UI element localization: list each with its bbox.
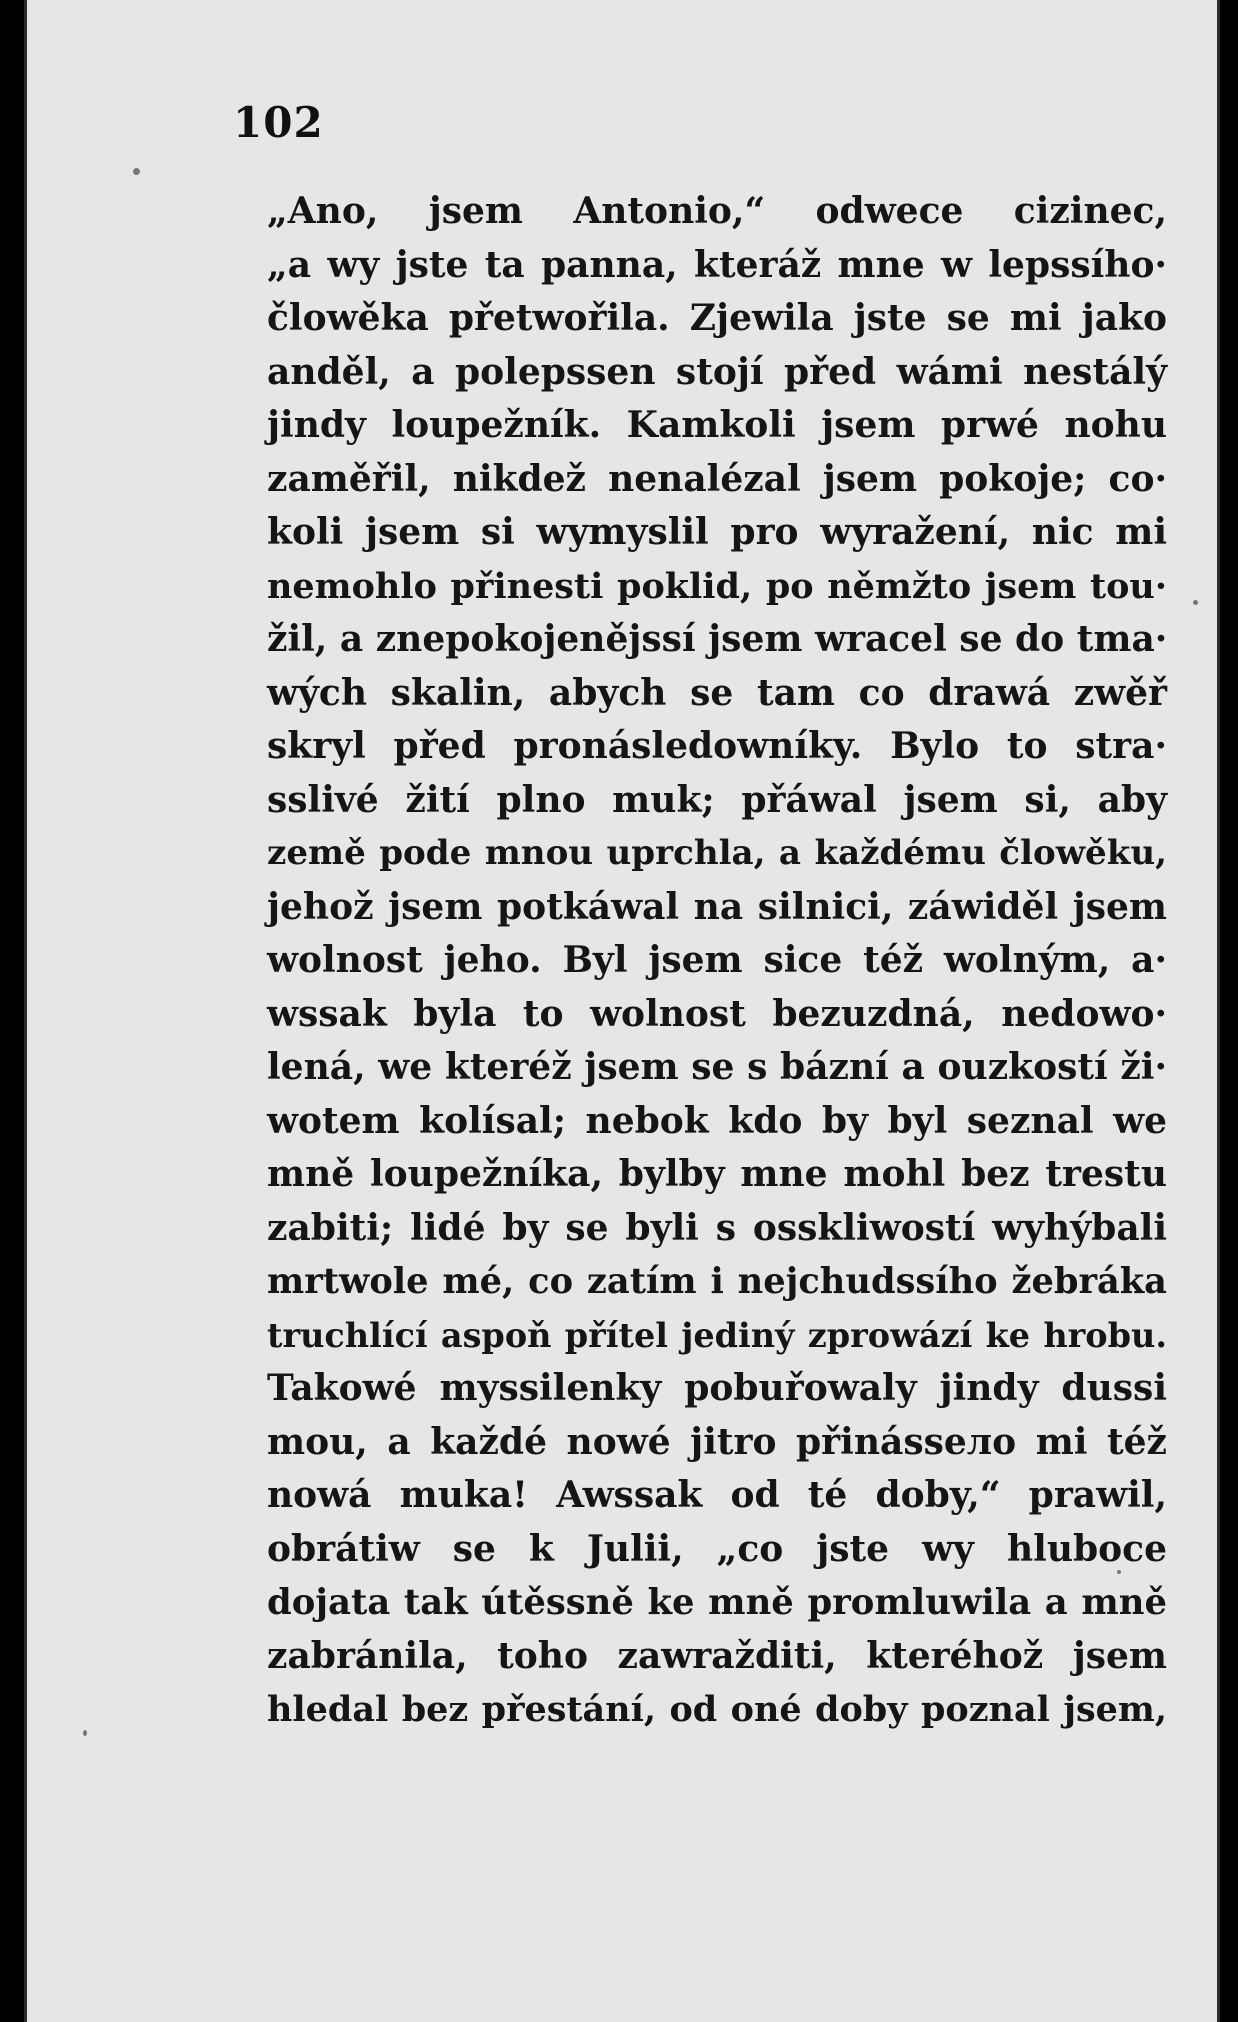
text-line: žil, a znepokojenějssí jsem wracel se do tma· [267,618,1168,660]
text-line: anděl, a polepssen stojí před wámi nestálý [267,350,1167,393]
page-number: 102 [233,98,324,147]
paper-speck [83,1730,87,1736]
text-line: Takowé myssilenky pobuřowaly jindy dussi [267,1367,1167,1409]
text-line: člowěka přetwořila. Zjewila jste se mi jako [267,297,1167,339]
text-line: sslivé žití plno muk; přáwal jsem si, aby [267,778,1167,821]
paper-speck [1117,1570,1121,1574]
text-line: „a wy jste ta panna, kteráž mne w lepssího· [267,243,1167,286]
text-line: jindy loupežník. Kamkoli jsem prwé nohu [267,404,1167,446]
paper-speck [133,168,140,175]
text-line: wých skalin, abych se tam co drawá zwěř [267,671,1167,714]
text-line: hledal bez přestání, od oné doby poznal jsem, [267,1689,1167,1730]
text-line: koli jsem si wymyslil pro wyražení, nic mi [267,511,1167,553]
text-line: lená, we kteréž jsem se s bázní a ouzkostí ži· [267,1046,1167,1088]
text-line: wotem kolísal; nebok kdo by byl seznal we [267,1099,1167,1142]
text-line: země pode mnou uprchla, a každému člowěku, [267,833,1167,873]
text-line: nowá muka! Awssak od té doby,“ prawil, [267,1474,1167,1516]
text-line: zaměřil, nikdež nenalézal jsem pokoje; co· [267,457,1167,500]
text-line: truchlící aspoň přítel jediný zprowází ke hrobu. [267,1315,1167,1355]
text-line: wolnost jeho. Byl jsem sice též wolným, a· [267,939,1167,981]
text-line: dojata tak útěssně ke mně promluwila a mně [267,1582,1167,1623]
text-line: obrátiw se k Julii, „co jste wy hluboce [267,1527,1167,1570]
paper-speck [1193,600,1198,605]
text-line: zabránila, toho zawražditi, kteréhož jsem [267,1634,1167,1677]
text-line: zabiti; lidé by se byli s osskliwostí wyhýbali [267,1206,1167,1249]
text-line: nemohlo přinesti poklid, po němžto jsem tou· [267,565,1167,607]
body-text [267,185,1167,1737]
text-line: „Ano, jsem Antonio,“ odwece cizinec, [267,190,1167,232]
text-line: skryl před pronásledowníky. Bylo to stra· [267,725,1167,767]
text-line: wssak byla to wolnost bezuzdná, nedowo· [267,992,1167,1035]
text-line: mrtwole mé, co zatím i nejchudssího žebráka [267,1261,1167,1302]
text-line: jehož jsem potkáwal na silnici, záwiděl jsem [267,885,1167,928]
book-page [24,0,1220,2022]
text-line: mou, a každé nowé jitro přinássело mi též [267,1420,1167,1463]
text-line: mně loupežníka, bylby mne mohl bez trestu [267,1153,1167,1195]
